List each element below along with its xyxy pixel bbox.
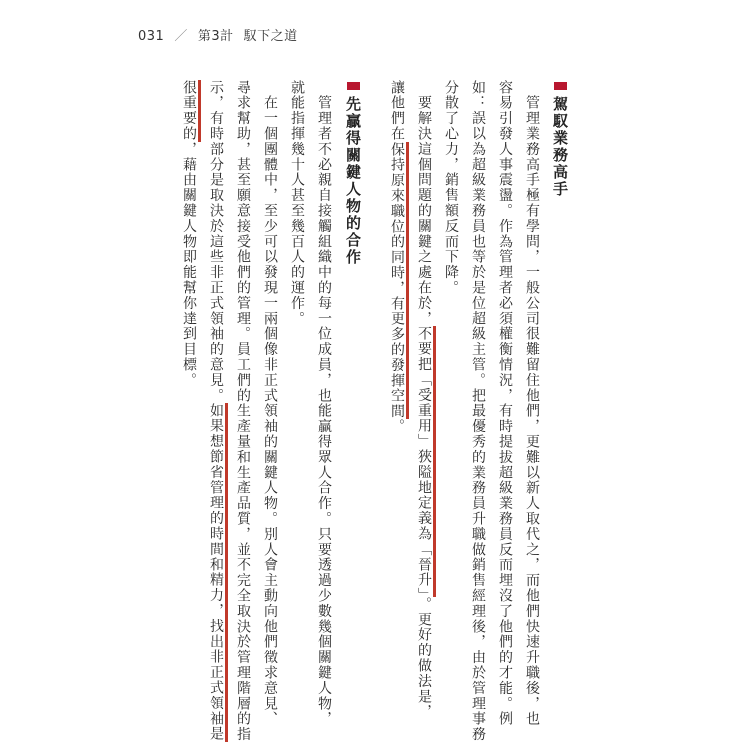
body-line — [385, 80, 409, 434]
body-line: 如：誤以為超級業務員也等於是位超級主管。把最優秀的業務員升職做銷售經理後，由於管理事務 — [470, 80, 486, 743]
section-heading-2 — [341, 82, 365, 266]
header-separator: ／ — [174, 29, 188, 44]
highlighted-text: 很重要的 — [181, 80, 201, 142]
body-line: 分散了心力，銷售額反而下降。 — [443, 80, 459, 296]
body-text: 。更好的做法是， — [416, 596, 432, 720]
body-text: 要解決這個問題的關鍵之處在於， — [416, 80, 432, 327]
body-line: 容易引發人事震盪。作為管理者必須權衡情況，有時提拔超級業務員反而埋沒了他們的才能。例 — [497, 80, 513, 727]
body-line — [177, 80, 201, 388]
section-heading-1 — [548, 82, 572, 198]
section-heading-1-text: 駕馭業務高手 — [551, 96, 569, 198]
heading-marker-icon — [347, 82, 360, 90]
body-line: 管理者不必親自接觸組織中的每一位成員，也能贏得眾人合作。只要透過少數幾個關鍵人物， — [316, 80, 332, 727]
highlighted-text: 保持原來職位的同時，有更多的發揮空間 — [389, 142, 409, 419]
body-line — [204, 80, 228, 742]
chapter-number: 第3計 — [197, 29, 234, 44]
body-line: 在一個團體中，至少可以發現一兩個像非正式領袖的關鍵人物。別人會主動向他們徵求意見、 — [262, 80, 278, 727]
body-text: 示，有時部分是取決於這些非正式領袖的意見。 — [208, 80, 224, 404]
body-line: 尋求幫助，甚至願意接受他們的管理。員工們的生產量和生產品質，並不完全取決於管理階層的指 — [235, 80, 251, 743]
body-line: 就能指揮幾十人甚至幾百人的運作。 — [289, 80, 305, 327]
body-text: 。 — [389, 418, 405, 435]
chapter-title: 馭下之道 — [243, 29, 298, 44]
highlighted-text: 不要把「受重用」狹隘地定義為「晉升」 — [416, 326, 436, 596]
page-number: 031 — [138, 29, 165, 44]
section-heading-2-text: 先贏得關鍵人物的合作 — [344, 96, 362, 266]
heading-marker-icon — [554, 82, 567, 90]
body-text: 讓他們在 — [389, 80, 405, 142]
body-line — [412, 80, 436, 720]
body-line: 管理業務高手極有學問，一般公司很難留住他們，更難以新人取代之，而他們快速升職後，也 — [524, 80, 540, 727]
running-header — [138, 25, 298, 44]
body-text: ，藉由關鍵人物即能幫你達到目標。 — [181, 141, 197, 389]
highlighted-text: 如果想節省管理的時間和精力，找出非正式領袖是 — [208, 403, 228, 742]
